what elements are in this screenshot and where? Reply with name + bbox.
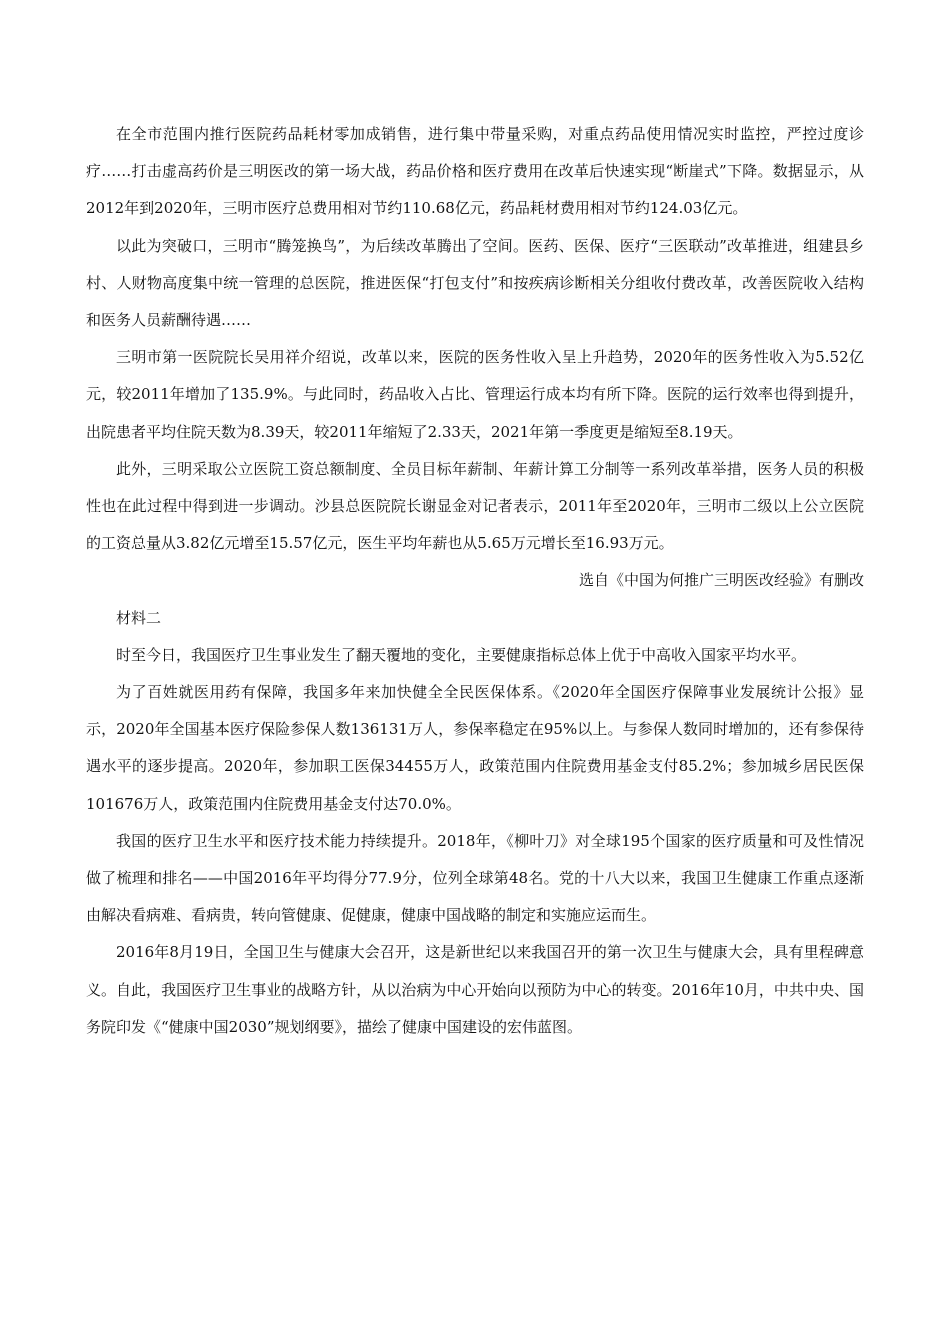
source-note: 选自《中国为何推广三明医改经验》有删改 [578,571,864,590]
paragraph-drug-procurement: 在全市范围内推行医院药品耗材零加成销售，进行集中带量采购，对重点药品使用情况实时监控，严控过度诊疗……打击虚高药价是三明医改的第一场大战，药品价格和医疗费用在改革后快速实现“断崖式”下降。数据显示，从2012年到2020年，三明市医疗总费用相对节约110.68亿元，药品耗材费用相对节约124.03亿元。 [86,125,864,218]
paragraph-health-progress: 时至今日，我国医疗卫生事业发生了翻天覆地的变化，主要健康指标总体上优于中高收入国家平均水平。 [116,645,807,664]
paragraph-health-conference: 2016年8月19日，全国卫生与健康大会召开，这是新世纪以来我国召开的第一次卫生与健康大会，具有里程碑意义。自此，我国医疗卫生事业的战略方针，从以治病为中心开始向以预防为中心的转变。2016年10月，中共中央、国务院印发《“健康中国2030”规划纲要》，描绘了健康中国建设的宏伟蓝图。 [86,943,864,1036]
paragraph-salary-reform: 此外，三明采取公立医院工资总额制度、全员目标年薪制、年薪计算工分制等一系列改革举措，医务人员的积极性也在此过程中得到进一步调动。沙县总医院院长谢显金对记者表示，2011年至2020年，三明市二级以上公立医院的工资总量从3.82亿元增至15.57亿元，医生平均年薪也从5.65万元增长至16.93万元。 [86,459,864,553]
paragraph-three-medical-linkage: 以此为突破口，三明市“腾笼换鸟”，为后续改革腾出了空间。医药、医保、医疗“三医联动”改革推进，组建县乡村、人财物高度集中统一管理的总医院，推进医保“打包支付”和按疾病诊断相关分组收付费改革，改善医院收入结构和医务人员薪酬待遇…… [86,236,864,330]
paragraph-medical-insurance: 为了百姓就医用药有保障，我国多年来加快健全全民医保体系。《2020年全国医疗保障事业发展统计公报》显示，2020年全国基本医疗保险参保人数136131万人，参保率稳定在95%以上。与参保人数同时增加的，还有参保待遇水平的逐步提高。2020年，参加职工医保34455万人，政策范围内住院费用基金支付85.2%；参加城乡居民医保101676万人，政策范围内住院费用基金支付达70.0%。 [86,683,864,813]
paragraph-medical-quality: 我国的医疗卫生水平和医疗技术能力持续提升。2018年，《柳叶刀》对全球195个国家的医疗质量和可及性情况做了梳理和排名——中国2016年平均得分77.9分，位列全球第48名。党的十八大以来，我国卫生健康工作重点逐渐由解决看病难、看病贵，转向管健康、促健康，健康中国战略的制定和实施应运而生。 [86,831,864,925]
material-two-heading: 材料二 [116,608,162,627]
paragraph-hospital-income: 三明市第一医院院长吴用祥介绍说，改革以来，医院的医务性收入呈上升趋势，2020年的医务性收入为5.52亿元，较2011年增加了135.9%。与此同时，药品收入占比、管理运行成本均有所下降。医院的运行效率也得到提升，出院患者平均住院天数为8.39天，较2011年缩短了2.33天，2021年第一季度更是缩短至8.19天。 [86,348,864,441]
